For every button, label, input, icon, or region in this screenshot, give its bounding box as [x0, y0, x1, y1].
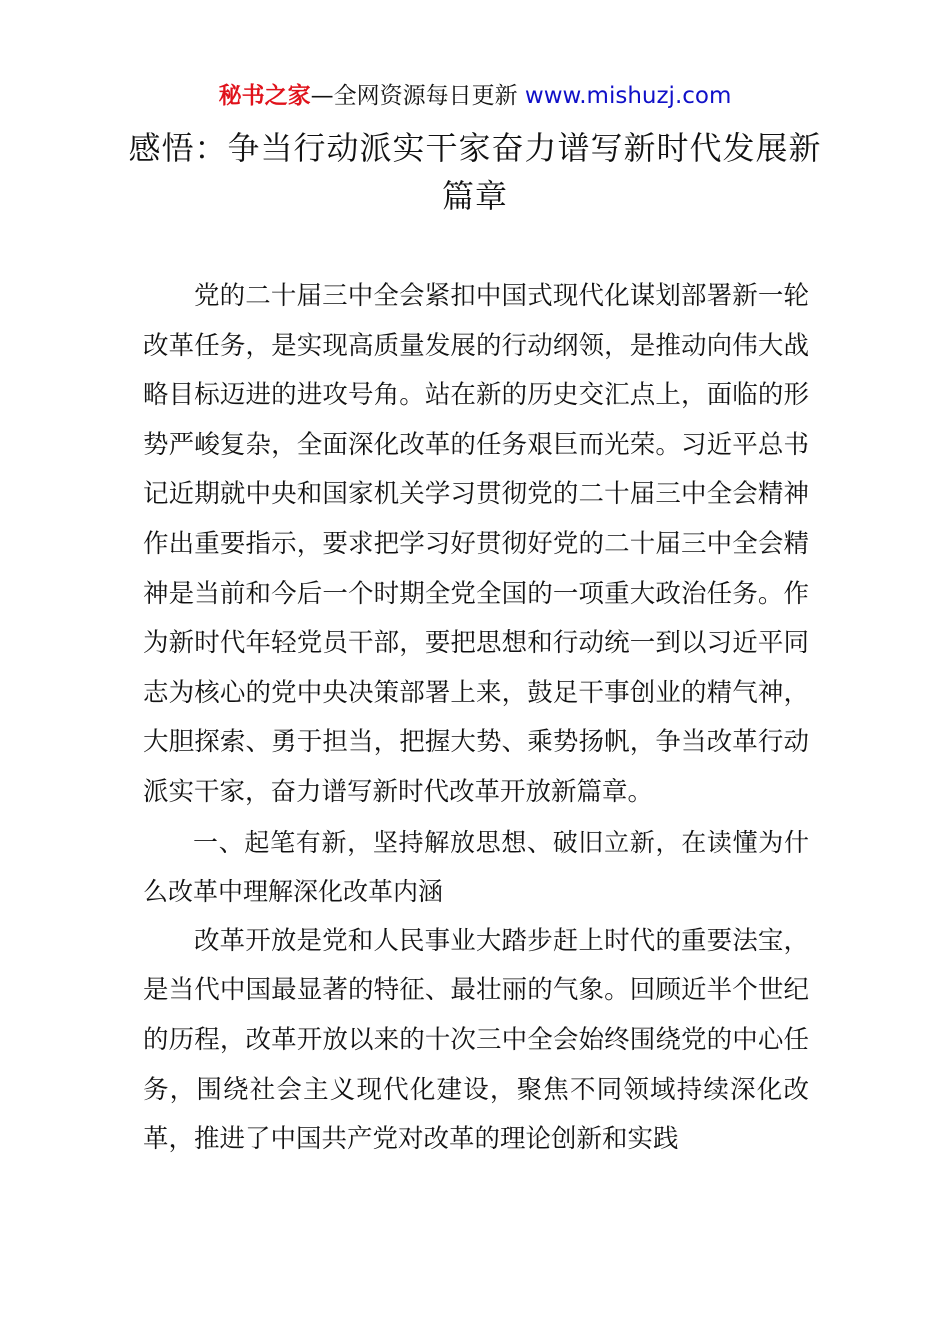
site-header: [0, 80, 950, 112]
paragraph-intro: 党的二十届三中全会紧扣中国式现代化谋划部署新一轮改革任务，是实现高质量发展的行动纲领，是推动向伟大战略目标迈进的进攻号角。站在新的历史交汇点上，面临的形势严峻复杂，全面深化改革的任务艰巨而光荣。习近平总书记近期就中央和国家机关学习贯彻党的二十届三中全会精神作出重要指示，要求把学习好贯彻好党的二十届三中全会精神是当前和今后一个时期全党全国的一项重大政治任务。作为新时代年轻党员干部，要把思想和行动统一到以习近平同志为核心的党中央决策部署上来，鼓足干事创业的精气神，大胆探索、勇于担当，把握大势、乘势扬帆，争当改革行动派实干家，奋力谱写新时代改革开放新篇章。: [143, 281, 809, 807]
section-heading: 一、起笔有新，坚持解放思想、破旧立新，在读懂为什么改革中理解深化改革内涵: [143, 827, 809, 907]
document-body: [143, 272, 809, 1165]
document-title: 感悟：争当行动派实干家奋力谱写新时代发展新篇章: [128, 129, 822, 215]
site-url-link[interactable]: www.mishuzj.com: [524, 83, 732, 109]
site-tagline: —全网资源每日更新: [310, 83, 525, 109]
site-brand: 秘书之家: [218, 83, 311, 109]
paragraph-reform: 改革开放是党和人民事业大踏步赶上时代的重要法宝，是当代中国最显著的特征、最壮丽的气象。回顾近半个世纪的历程，改革开放以来的十次三中全会始终围绕党的中心任务，围绕社会主义现代化建设，聚焦不同领域持续深化改革，推进了中国共产党对改革的理论创新和实践: [143, 925, 809, 1155]
